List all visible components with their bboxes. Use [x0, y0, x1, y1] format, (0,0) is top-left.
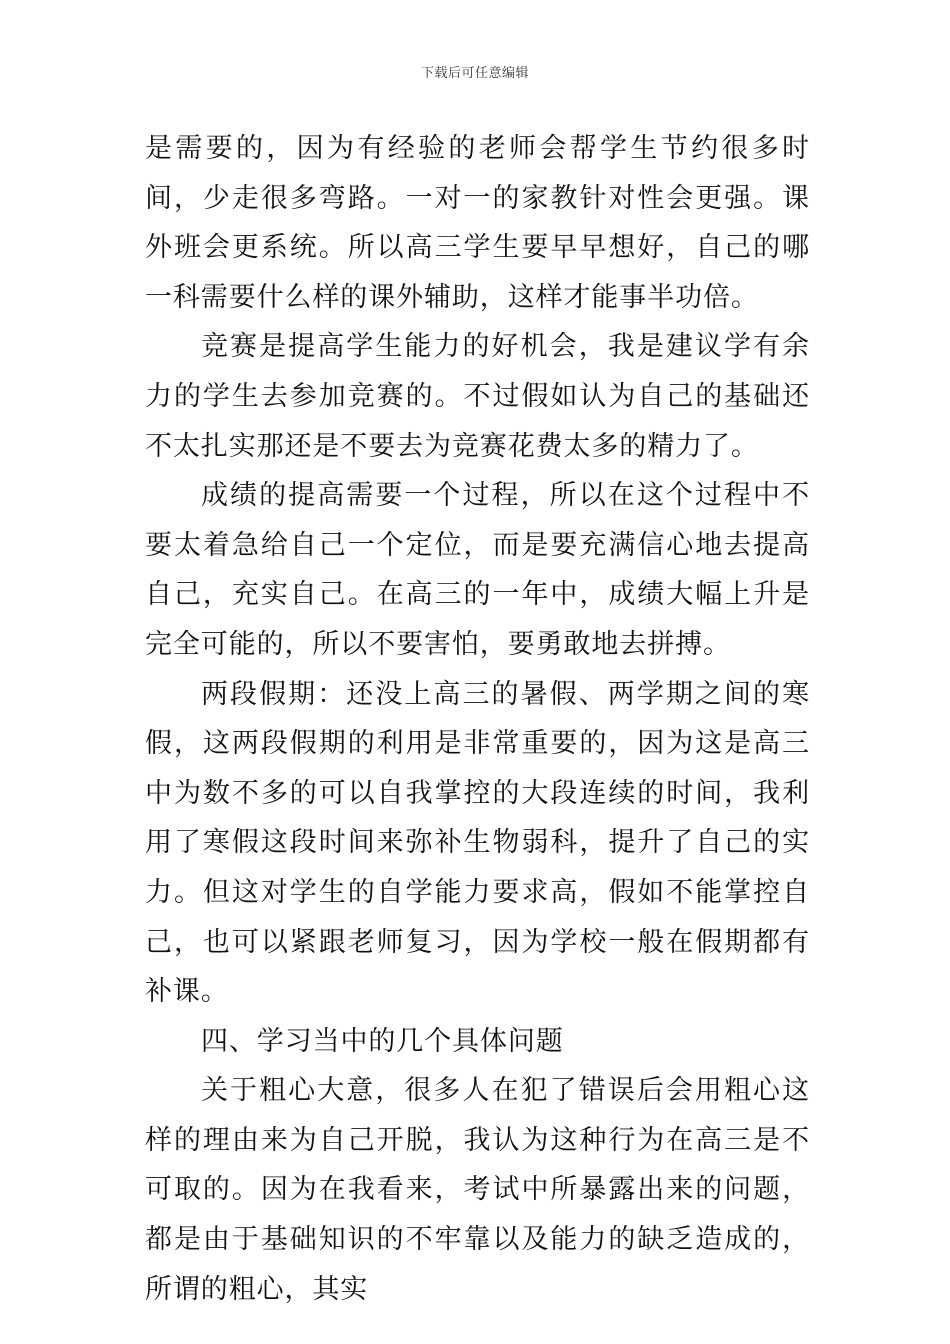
paragraph-4: 两段假期：还没上高三的暑假、两学期之间的寒假，这两段假期的利用是非常重要的，因为这是高三中为数不多的可以自我掌控的大段连续的时间，我利用了寒假这段时间来弥补生物弱科，提升了自己的实力。但这对学生的自学能力要求高，假如不能掌控自己，也可以紧跟老师复习，因为学校一般在假期都有补课。	[145, 678, 810, 1008]
document-body	[145, 124, 810, 1314]
paragraph-5: 关于粗心大意，很多人在犯了错误后会用粗心这样的理由来为自己开脱，我认为这种行为在高三是不可取的。因为在我看来，考试中所暴露出来的问题，都是由于基础知识的不牢靠以及能力的缺乏造成的，所谓的粗心，其实	[145, 1075, 810, 1305]
page-header: 下载后可任意编辑	[420, 66, 529, 81]
section-heading: 四、学习当中的几个具体问题	[201, 1025, 564, 1057]
paragraph-3: 成绩的提高需要一个过程，所以在这个过程中不要太着急给自己一个定位，而是要充满信心地去提高自己，充实自己。在高三的一年中，成绩大幅上升是完全可能的，所以不要害怕，要勇敢地去拼搏。	[145, 480, 810, 660]
paragraph-1: 是需要的，因为有经验的老师会帮学生节约很多时间，少走很多弯路。一对一的家教针对性会更强。课外班会更系统。所以高三学生要早早想好，自己的哪一科需要什么样的课外辅助，这样才能事半功倍。	[145, 133, 810, 313]
paragraph-2: 竞赛是提高学生能力的好机会，我是建议学有余力的学生去参加竞赛的。不过假如认为自己的基础还不太扎实那还是不要去为竞赛花费太多的精力了。	[145, 331, 810, 462]
